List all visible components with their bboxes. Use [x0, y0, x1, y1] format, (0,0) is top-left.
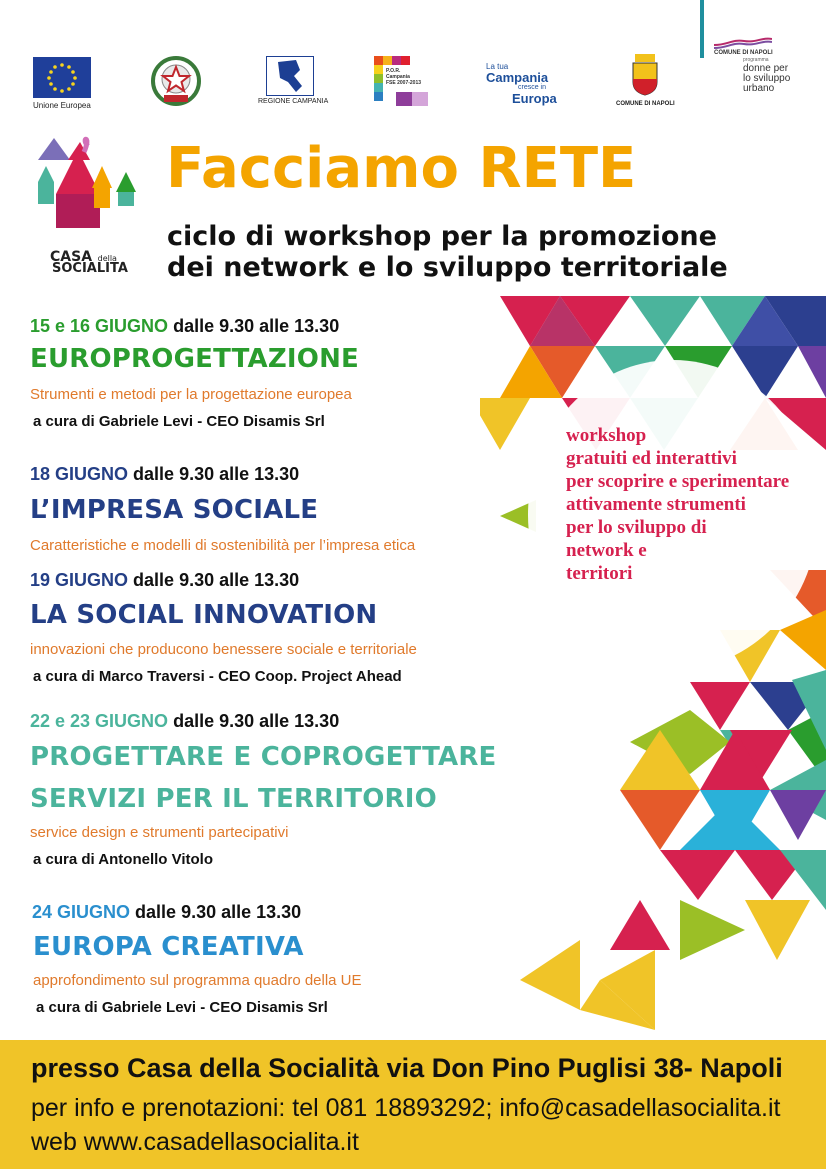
casa-word-3: SOCIALITÀ	[52, 261, 128, 276]
workshop-4-desc: service design e strumenti partecipativi	[30, 824, 289, 841]
napoli-program-header: COMUNE DI NAPOLI	[714, 50, 773, 56]
circle-text	[566, 424, 789, 585]
campania-mid-label: cresce in	[518, 84, 547, 91]
circle-line-2: gratuiti ed interattivi	[566, 448, 737, 469]
workshop-5-date	[32, 902, 301, 923]
comune-napoli-label: COMUNE DI NAPOLI	[616, 101, 675, 107]
workshop-2-date	[30, 464, 299, 485]
workshop-5-time: dalle 9.30 alle 13.30	[135, 902, 302, 922]
circle-line-6: network e	[566, 540, 647, 561]
workshop-3-date	[30, 570, 299, 591]
italian-republic-emblem	[150, 55, 202, 107]
workshop-3-cura: a cura di Marco Traversi - CEO Coop. Project Ahead	[33, 668, 402, 685]
workshop-3-desc: innovazioni che producono benessere sociale e territoriale	[30, 641, 417, 658]
workshop-3-title: LA SOCIAL INNOVATION	[30, 600, 378, 630]
workshop-2-title: L’IMPRESA SOCIALE	[30, 495, 319, 525]
workshop-4-title-line-1: PROGETTARE E COPROGETTARE	[30, 742, 497, 772]
napoli-line-1: donne per	[743, 63, 789, 74]
footer-contacts: per info e prenotazioni: tel 081 18893292; info@casadellasocialita.it	[31, 1094, 781, 1122]
workshop-5-desc: approfondimento sul programma quadro della UE	[33, 972, 362, 989]
workshop-5-title: EUROPA CREATIVA	[33, 932, 304, 962]
workshop-1-cura: a cura di Gabriele Levi - CEO Disamis Srl	[33, 413, 325, 430]
workshop-4-date	[30, 711, 339, 732]
campania-europa-logo	[486, 62, 557, 106]
workshop-1-title: EUROPROGETTAZIONE	[30, 344, 359, 374]
regione-campania-label: REGIONE CAMPANIA	[258, 98, 329, 105]
workshop-2-day: 18 GIUGNO	[30, 464, 129, 484]
workshop-2-desc: Caratteristiche e modelli di sostenibilità per l’impresa etica	[30, 537, 416, 554]
por-label-1: P.O.R.	[386, 68, 401, 74]
workshop-3-time: dalle 9.30 alle 13.30	[133, 570, 300, 590]
napoli-line-3: urbano	[743, 83, 775, 94]
por-text	[386, 68, 421, 86]
circle-line-7: territori	[566, 563, 633, 584]
napoli-program-graphic	[714, 36, 772, 48]
campania-small-label: La tua	[486, 62, 509, 71]
napoli-line-2: lo sviluppo	[743, 73, 791, 84]
workshop-1-day: 15 e 16 GIUGNO	[30, 316, 169, 336]
circle-line-4: attivamente strumenti	[566, 494, 746, 515]
workshop-4-time: dalle 9.30 alle 13.30	[173, 711, 340, 731]
campania-europa-label: Europa	[512, 91, 557, 106]
eu-label: Unione Europea	[33, 101, 91, 110]
workshop-1-time: dalle 9.30 alle 13.30	[173, 316, 340, 336]
workshop-1-date	[30, 316, 339, 337]
casa-word-2: della	[97, 254, 117, 263]
casa-word-1: CASA	[50, 249, 93, 265]
circle-line-1: workshop	[566, 425, 647, 446]
casa-della-socialita-logo	[28, 136, 143, 236]
workshop-3-day: 19 GIUGNO	[30, 570, 129, 590]
footer-venue: presso Casa della Socialità via Don Pino Puglisi 38- Napoli	[31, 1053, 783, 1083]
decorative-vertical-line	[700, 0, 704, 58]
workshop-5-cura: a cura di Gabriele Levi - CEO Disamis Srl	[36, 999, 328, 1016]
workshop-4-title-line-2: SERVIZI PER IL TERRITORIO	[30, 784, 437, 814]
por-label-3: FSE 2007-2013	[386, 80, 422, 86]
napoli-program-sub: programma	[743, 57, 769, 63]
por-label-2: Campania	[386, 74, 410, 80]
page-title: Facciamo RETE	[166, 136, 637, 201]
comune-napoli-shield	[630, 54, 660, 96]
napoli-program-lines	[743, 64, 790, 94]
circle-line-5: per lo sviluppo di	[566, 517, 707, 538]
campania-big-label: Campania	[486, 70, 549, 85]
workshop-4-day: 22 e 23 GIUGNO	[30, 711, 169, 731]
footer-web: web www.casadellasocialita.it	[31, 1128, 359, 1156]
workshop-4-cura: a cura di Antonello Vitolo	[33, 851, 214, 868]
workshop-2-time: dalle 9.30 alle 13.30	[133, 464, 300, 484]
circle-line-3: per scoprire e sperimentare	[566, 471, 790, 492]
page-subtitle-line-2: dei network e lo sviluppo territoriale	[167, 252, 728, 283]
eu-flag-logo	[33, 57, 91, 98]
regione-campania-logo	[266, 56, 314, 96]
workshop-5-day: 24 GIUGNO	[32, 902, 131, 922]
page-subtitle-line-1: ciclo di workshop per la promozione	[167, 221, 717, 252]
workshop-1-desc: Strumenti e metodi per la progettazione europea	[30, 386, 352, 403]
